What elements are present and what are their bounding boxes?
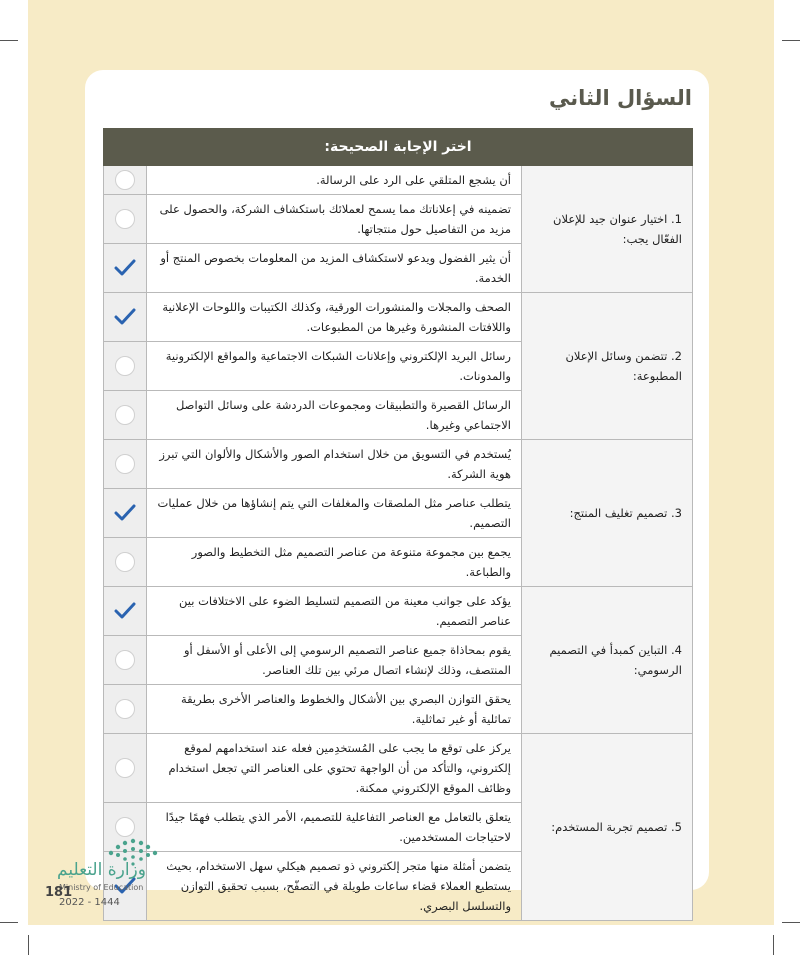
option-row bbox=[104, 440, 693, 489]
question-text: 5. تصميم تجربة المستخدم: bbox=[522, 734, 693, 921]
checkmark-icon[interactable] bbox=[114, 259, 136, 277]
answer-circle[interactable] bbox=[115, 405, 135, 425]
option-text: يتعلق بالتعامل مع العناصر التفاعلية للتصميم، الأمر الذي يتطلب فهمًا جيدًا لاحتياجات المستخدمين. bbox=[147, 803, 522, 852]
answer-circle[interactable] bbox=[115, 758, 135, 778]
question-text: 2. تتضمن وسائل الإعلان المطبوعة: bbox=[522, 293, 693, 440]
table-header: اختر الإجابة الصحيحة: bbox=[104, 129, 693, 166]
quiz-table bbox=[103, 128, 693, 921]
checkmark-icon[interactable] bbox=[114, 602, 136, 620]
answer-circle[interactable] bbox=[115, 356, 135, 376]
option-text: يتضمن أمثلة منها متجر إلكتروني ذو تصميم هيكلي سهل الاستخدام، بحيث يستطيع العملاء قضاء ساعات طويلة في التصفّح، بسبب تحقيق التوازن والتسلسل البصري. bbox=[147, 852, 522, 921]
ministry-logo-english: Ministry of Education bbox=[59, 883, 144, 892]
option-text: رسائل البريد الإلكتروني وإعلانات الشبكات الاجتماعية والمواقع الإلكترونية والمدونات. bbox=[147, 342, 522, 391]
question-text: 1. اختيار عنوان جيد للإعلان الفعّال يجب: bbox=[522, 166, 693, 293]
answer-cell[interactable] bbox=[104, 440, 147, 489]
option-text: الصحف والمجلات والمنشورات الورقية، وكذلك الكتيبات واللوحات الإعلانية واللافتات المنشورة وغيرها من المطبوعات. bbox=[147, 293, 522, 342]
answer-cell[interactable] bbox=[104, 538, 147, 587]
answer-circle[interactable] bbox=[115, 650, 135, 670]
option-text: يركز على توقع ما يجب على المُستخدِمين فعله عند استخدامهم لموقع إلكتروني، والتأكد من أن الواجهة تحتوي على العناصر التي تجعل استخدام وظائف الموقع الإلكتروني ممكنة. bbox=[147, 734, 522, 803]
crop-mark bbox=[782, 40, 800, 41]
answer-cell[interactable] bbox=[104, 166, 147, 195]
answer-cell[interactable] bbox=[104, 734, 147, 803]
option-text: أن يثير الفضول ويدعو لاستكشاف المزيد من المعلومات بخصوص المنتج أو الخدمة. bbox=[147, 244, 522, 293]
option-row bbox=[104, 587, 693, 636]
answer-cell[interactable] bbox=[104, 342, 147, 391]
answer-circle[interactable] bbox=[115, 699, 135, 719]
option-text: يؤكد على جوانب معينة من التصميم لتسليط الضوء على الاختلافات بين عناصر التصميم. bbox=[147, 587, 522, 636]
year-label: 2022 - 1444 bbox=[59, 897, 120, 908]
crop-mark bbox=[0, 922, 18, 923]
answer-cell[interactable] bbox=[104, 244, 147, 293]
ministry-logo-arabic: وزارة التعليم bbox=[57, 860, 146, 880]
footer bbox=[45, 825, 195, 915]
answer-circle[interactable] bbox=[115, 454, 135, 474]
answer-cell[interactable] bbox=[104, 587, 147, 636]
answer-cell[interactable] bbox=[104, 685, 147, 734]
question-text: 4. التباين كمبدأ في التصميم الرسومي: bbox=[522, 587, 693, 734]
answer-cell[interactable] bbox=[104, 391, 147, 440]
option-text: يتطلب عناصر مثل الملصقات والمغلفات التي يتم إنشاؤها من خلال عمليات التصميم. bbox=[147, 489, 522, 538]
answer-circle[interactable] bbox=[115, 170, 135, 190]
option-text: أن يشجع المتلقي على الرد على الرسالة. bbox=[147, 166, 522, 195]
answer-cell[interactable] bbox=[104, 293, 147, 342]
answer-cell[interactable] bbox=[104, 636, 147, 685]
question-text: 3. تصميم تغليف المنتج: bbox=[522, 440, 693, 587]
checkmark-icon[interactable] bbox=[114, 504, 136, 522]
option-text: تضمينه في إعلاناتك مما يسمح لعملائك باستكشاف الشركة، والحصول على مزيد من التفاصيل حول منتجاتها. bbox=[147, 195, 522, 244]
answer-cell[interactable] bbox=[104, 195, 147, 244]
crop-mark bbox=[0, 40, 18, 41]
option-row bbox=[104, 734, 693, 803]
option-text: يُستخدم في التسويق من خلال استخدام الصور والأشكال والألوان التي تبرز هوية الشركة. bbox=[147, 440, 522, 489]
option-text: الرسائل القصيرة والتطبيقات ومجموعات الدردشة على وسائل التواصل الاجتماعي وغيرها. bbox=[147, 391, 522, 440]
option-row bbox=[104, 293, 693, 342]
option-text: يحقق التوازن البصري بين الأشكال والخطوط والعناصر الأخرى بطريقة تماثلية أو غير تماثلية. bbox=[147, 685, 522, 734]
option-row bbox=[104, 166, 693, 195]
option-text: يجمع بين مجموعة متنوعة من عناصر التصميم مثل التخطيط والصور والطباعة. bbox=[147, 538, 522, 587]
crop-mark bbox=[782, 922, 800, 923]
answer-circle[interactable] bbox=[115, 209, 135, 229]
answer-cell[interactable] bbox=[104, 489, 147, 538]
section-title: السؤال الثاني bbox=[548, 86, 692, 110]
crop-mark bbox=[28, 935, 29, 955]
option-text: يقوم بمحاذاة جميع عناصر التصميم الرسومي إلى الأعلى أو الأسفل أو المنتصف، وذلك لإنشاء اتصال مرئي بين تلك العناصر. bbox=[147, 636, 522, 685]
answer-circle[interactable] bbox=[115, 552, 135, 572]
page-number: 181 bbox=[45, 885, 73, 900]
crop-mark bbox=[773, 935, 774, 955]
checkmark-icon[interactable] bbox=[114, 308, 136, 326]
